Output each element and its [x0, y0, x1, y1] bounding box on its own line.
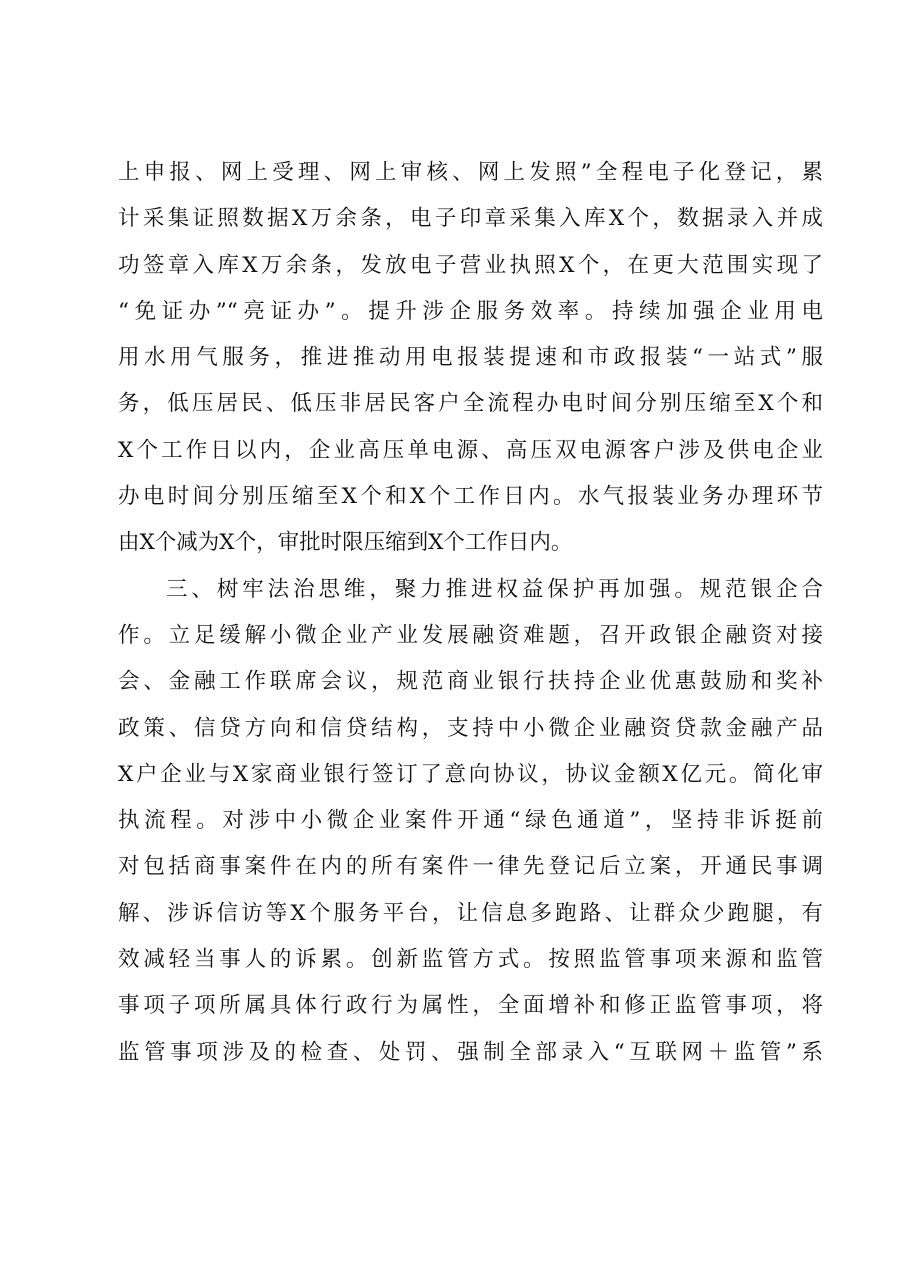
text-line: 事项子项所属具体行政行为属性，全面增补和修正监管事项，将	[118, 993, 823, 1019]
text-line: 功签章入库X万余条，发放电子营业执照X个，在更大范围实现了	[118, 252, 823, 278]
paragraph-first-line: 三、树牢法治思维，聚力推进权益保护再加强。规范银企合	[166, 576, 823, 602]
text-line: 计采集证照数据X万余条，电子印章采集入库X个，数据录入并成	[118, 206, 823, 232]
text-line: 监管事项涉及的检查、处罚、强制全部录入“互联网＋监管”系	[118, 1039, 823, 1065]
text-line: 执流程。对涉中小微企业案件开通“绿色通道”，坚持非诉挺前	[118, 808, 823, 834]
text-line: 会、金融工作联席会议，规范商业银行扶持企业优惠鼓励和奖补	[118, 669, 823, 695]
text-line: 对包括商事案件在内的所有案件一律先登记后立案，开通民事调	[118, 854, 823, 880]
paragraph-last-line: 由X个减为X个，审批时限压缩到X个工作日内。	[118, 530, 573, 556]
text-line: X户企业与X家商业银行签订了意向协议，协议金额X亿元。简化审	[118, 761, 823, 787]
text-line: X个工作日以内，企业高压单电源、高压双电源客户涉及供电企业	[118, 437, 823, 463]
text-line: 政策、信贷方向和信贷结构，支持中小微企业融资贷款金融产品	[118, 715, 823, 741]
body-text	[118, 150, 823, 1076]
text-line: 解、涉诉信访等X个服务平台，让信息多跑路、让群众少跑腿，有	[118, 900, 823, 926]
text-line: “免证办”“亮证办”。提升涉企服务效率。持续加强企业用电	[118, 298, 823, 324]
text-line: 用水用气服务，推进推动用电报装提速和市政报装“一站式”服	[118, 345, 823, 371]
text-line: 作。立足缓解小微企业产业发展融资难题，召开政银企融资对接	[118, 622, 823, 648]
text-line: 务，低压居民、低压非居民客户全流程办电时间分别压缩至X个和	[118, 391, 823, 417]
text-line: 效减轻当事人的诉累。创新监管方式。按照监管事项来源和监管	[118, 947, 823, 973]
text-line: 上申报、网上受理、网上审核、网上发照”全程电子化登记，累	[118, 160, 823, 185]
text-line: 办电时间分别压缩至X个和X个工作日内。水气报装业务办理环节	[118, 484, 823, 510]
